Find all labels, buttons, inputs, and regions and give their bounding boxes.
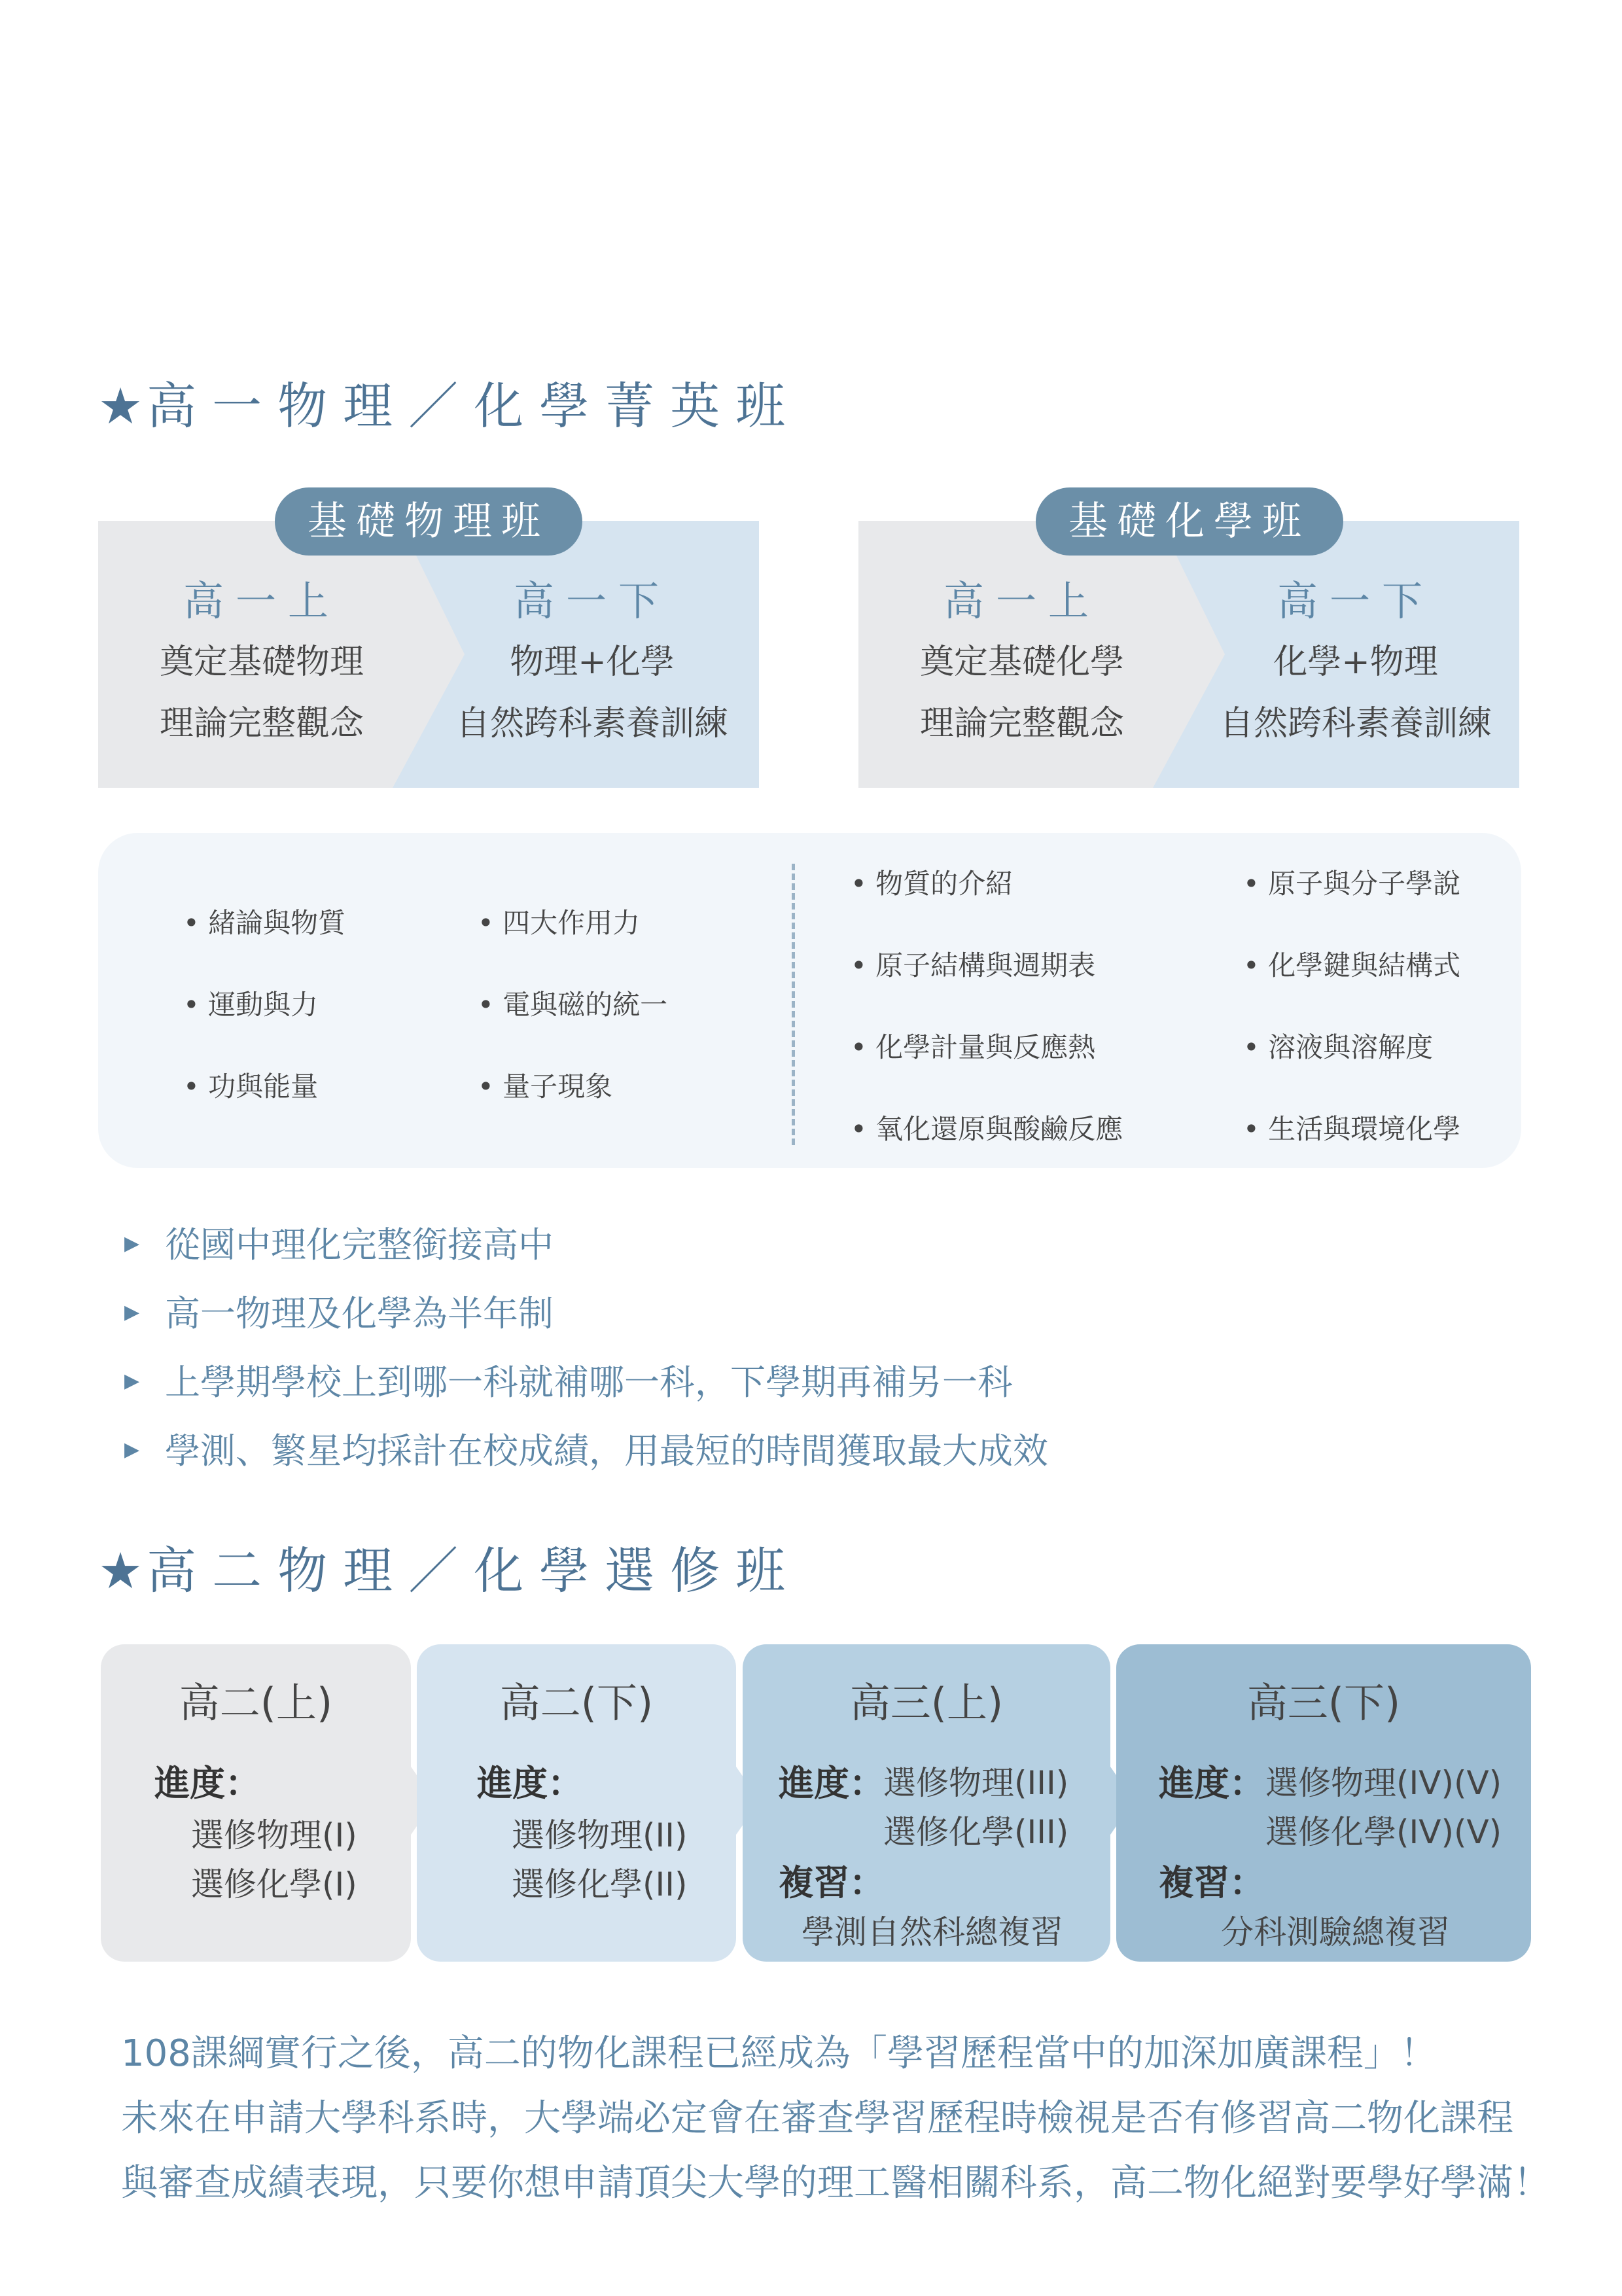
closing-line: 未來在申請大學科系時，大學端必定會在審查學習歷程時檢視是否有修習高二物化課程: [121, 2097, 1513, 2140]
card-line2: 選修化學(I): [191, 1865, 357, 1903]
triangle-bullet-icon: ▶: [124, 1300, 140, 1324]
star-icon: ★: [98, 377, 147, 435]
progress-label: 進度：: [779, 1763, 885, 1804]
chemistry-topic: • 原子與分子學說: [1243, 862, 1460, 902]
course-card-g2-first: [101, 1644, 411, 1962]
note-item: [124, 1423, 1048, 1474]
note-text: 上學期學校上到哪一科就補哪一科，下學期再補另一科: [165, 1362, 1013, 1403]
section-1-heading: [98, 366, 801, 438]
star-icon: ★: [98, 1542, 147, 1600]
term-desc-line2: 理論完整觀念: [159, 704, 364, 743]
chemistry-topic: • 生活與環境化學: [1243, 1108, 1460, 1147]
term-desc-line2: 自然跨科素養訓練: [1219, 704, 1492, 743]
note-text: 學測、繁星均採計在校成績，用最短的時間獲取最大成效: [165, 1430, 1048, 1472]
physics-topic: • 緒論與物質: [183, 902, 345, 941]
term-desc-line1: 化學+物理: [1273, 643, 1438, 682]
dashed-divider: [792, 864, 795, 1145]
course-card-g3-first: [743, 1644, 1110, 1962]
note-text: 高一物理及化學為半年制: [165, 1293, 554, 1334]
term-desc-line1: 奠定基礎物理: [159, 643, 364, 682]
physics-topic: • 四大作用力: [478, 902, 640, 941]
course-card-g2-second: [417, 1644, 736, 1962]
triangle-bullet-icon: ▶: [124, 1369, 140, 1392]
physics-class-panel: [98, 521, 759, 788]
note-item: [124, 1286, 554, 1336]
physics-topic: • 電與磁的統一: [478, 983, 667, 1023]
card-term: 高三(上): [849, 1679, 1004, 1727]
chemistry-second-term: [1199, 577, 1513, 768]
section-2-heading: [98, 1531, 801, 1602]
term-desc-line2: 自然跨科素養訓練: [455, 704, 728, 743]
section-2-title: 高二物理／化學選修班: [147, 1542, 802, 1600]
card-line2: 選修化學(IV)(V): [1265, 1813, 1502, 1851]
card-term: 高三(下): [1246, 1679, 1401, 1727]
chemistry-topic: • 化學計量與反應熱: [851, 1026, 1095, 1065]
closing-line: 與審查成績表現，只要你想申請頂尖大學的理工醫相關科系，高二物化絕對要學好學滿！: [121, 2162, 1550, 2204]
review-label: 複習：: [1159, 1862, 1265, 1903]
physics-class-pill: 基礎物理班: [275, 487, 582, 556]
review-label: 複習：: [779, 1862, 885, 1903]
card-line1: 選修物理(IV)(V): [1265, 1764, 1502, 1802]
card-review: 學測自然科總複習: [802, 1913, 1063, 1951]
chemistry-topic: • 化學鍵與結構式: [1243, 944, 1460, 983]
card-line1: 選修物理(III): [883, 1764, 1069, 1802]
chemistry-class-pill: 基礎化學班: [1036, 487, 1343, 556]
note-item: [124, 1354, 1013, 1405]
progress-label: 進度：: [477, 1763, 583, 1804]
progress-label: 進度：: [1159, 1763, 1265, 1804]
chemistry-topic: • 原子結構與週期表: [851, 944, 1095, 983]
term-label: 高一上: [943, 577, 1101, 625]
note-text: 從國中理化完整銜接高中: [165, 1224, 554, 1265]
card-line2: 選修化學(III): [883, 1813, 1069, 1851]
physics-second-term: [438, 577, 746, 768]
chemistry-topic: • 物質的介紹: [851, 862, 1013, 902]
card-line1: 選修物理(II): [512, 1816, 688, 1854]
card-term: 高二(上): [179, 1679, 333, 1727]
physics-topic: • 運動與力: [183, 983, 318, 1023]
physics-first-term: [98, 577, 425, 768]
note-item: [124, 1217, 554, 1267]
term-desc-line1: 物理+化學: [510, 643, 675, 682]
card-review: 分科測驗總複習: [1221, 1913, 1450, 1951]
card-line2: 選修化學(II): [512, 1865, 688, 1903]
course-card-g3-second: [1116, 1644, 1531, 1962]
progress-label: 進度：: [154, 1763, 260, 1804]
chemistry-class-panel: [858, 521, 1519, 788]
term-desc-line2: 理論完整觀念: [919, 704, 1124, 743]
physics-topic: • 量子現象: [478, 1065, 612, 1104]
closing-line: 108課綱實行之後，高二的物化課程已經成為「學習歷程當中的加深加廣課程」！: [121, 2032, 1437, 2075]
term-label: 高一下: [1277, 577, 1434, 625]
triangle-bullet-icon: ▶: [124, 1438, 140, 1461]
card-line1: 選修物理(I): [191, 1816, 357, 1854]
chemistry-topic: • 溶液與溶解度: [1243, 1026, 1433, 1065]
card-term: 高二(下): [499, 1679, 654, 1727]
term-desc-line1: 奠定基礎化學: [919, 643, 1124, 682]
chemistry-topic: • 氧化還原與酸鹼反應: [851, 1108, 1123, 1147]
term-label: 高一上: [183, 577, 340, 625]
term-label: 高一下: [513, 577, 671, 625]
physics-topic: • 功與能量: [183, 1065, 318, 1104]
chemistry-first-term: [858, 577, 1186, 768]
triangle-bullet-icon: ▶: [124, 1231, 140, 1255]
section-1-title: 高一物理／化學菁英班: [147, 377, 802, 435]
